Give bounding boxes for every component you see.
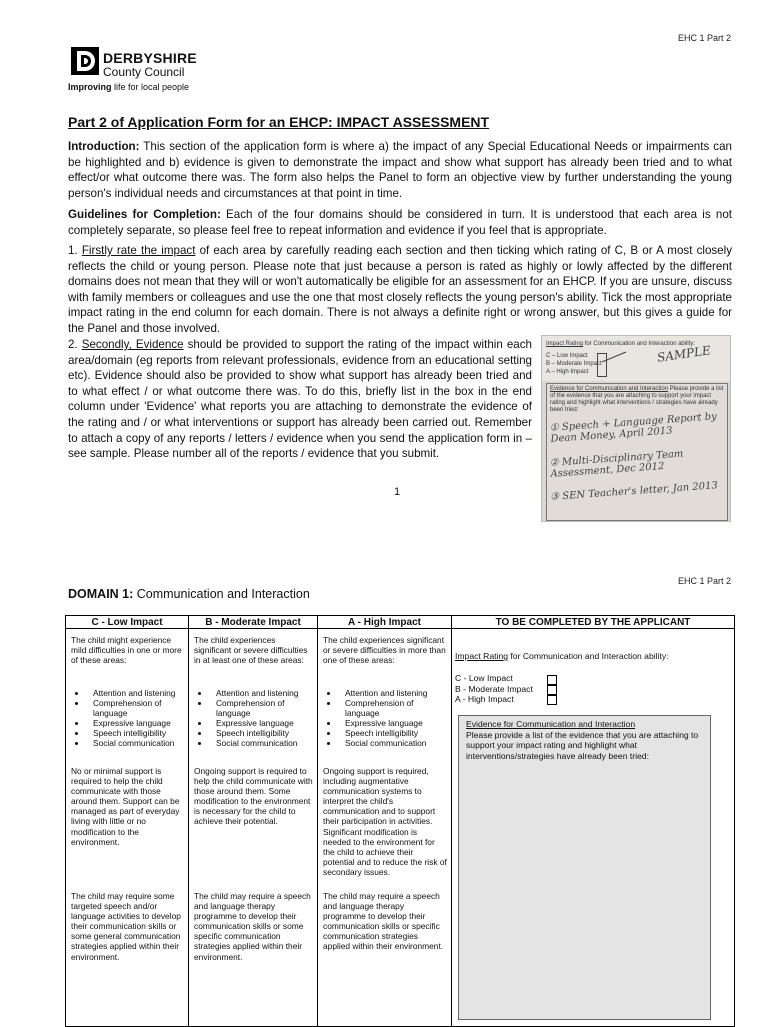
logo-subname: County Council <box>103 65 185 79</box>
list-item: • Comprehension of language <box>210 698 313 718</box>
page-title: Part 2 of Application Form for an EHCP: IMPACT ASSESSMENT <box>68 114 490 130</box>
introduction-paragraph: Introduction: This section of the application form is where a) the impact of any Special Educational Needs or impairments can be highlighted and b) evidence is given to demonstrate the impact and show what support has already been tried and to what effect/or what outcome there was. The form also helps the Panel to form an objective view by further understanding the young person's individual needs and circumstances at that point in time. <box>68 140 732 200</box>
sample-evidence-item-2: ② Multi-Disciplinary Team Assessment, Dec 2012 <box>549 448 684 480</box>
sample-opt-a: A – High Impact <box>546 369 589 375</box>
list-item: • Speech intelligibility <box>87 728 184 738</box>
sample-stamp: SAMPLE <box>656 343 712 365</box>
impact-rating-label: Impact Rating for Communication and Interaction ability: <box>455 651 669 661</box>
b-areas-list <box>194 688 313 749</box>
b-intro: The child experiences significant or severe difficulties in at least one of these areas: <box>194 635 308 666</box>
list-item: • Social communication <box>210 738 313 748</box>
option-b-label: B - Moderate Impact <box>455 683 533 694</box>
checkbox-c-low-impact[interactable] <box>547 675 557 685</box>
c-areas-list <box>71 688 184 749</box>
derbyshire-logo-icon <box>70 46 100 76</box>
checkbox-b-moderate-impact[interactable] <box>547 685 557 695</box>
document-reference-2: EHC 1 Part 2 <box>678 576 732 586</box>
list-item: • Social communication <box>339 738 447 748</box>
a-programme: The child may require a speech and language therapy programme to develop their communication skills or specific communication strategies applied within their environment. <box>323 891 444 952</box>
c-support: No or minimal support is required to help the child communicate with those around them. Support can be managed as part of everyday living with little or no modification to the environment. <box>71 766 180 847</box>
domain-table <box>65 615 735 1027</box>
column-a <box>318 629 452 1027</box>
list-item: • Speech intelligibility <box>210 728 313 738</box>
list-item: • Comprehension of language <box>339 698 447 718</box>
sample-evidence-item-3: ③ SEN Teacher's letter, Jan 2013 <box>549 480 719 503</box>
column-applicant <box>452 629 735 1027</box>
b-programme: The child may require a speech and language therapy programme to develop their communication skills or some specific communication strategies applied within their environment. <box>194 891 311 962</box>
list-item: • Social communication <box>87 738 184 748</box>
sample-impact-rating: Impact Rating for Communication and Interaction ability: <box>546 341 696 347</box>
evidence-instructions: Please provide a list of the evidence that you are attaching to support your impact rating and highlight what interventions/strategies have already been tried: <box>466 729 699 761</box>
guidelines-paragraph: Guidelines for Completion: Each of the four domains should be considered in turn. It is understood that each area is not completely separate, so please feel free to repeat information and evidence if you feel that is appropriate. <box>68 208 732 237</box>
header-applicant: TO BE COMPLETED BY THE APPLICANT <box>452 616 735 629</box>
list-item: • Attention and listening <box>87 688 184 698</box>
logo-tagline: Improving life for local people <box>68 82 190 92</box>
page-number: 1 <box>394 486 401 498</box>
c-programme: The child may require some targeted speech and/or language activities to develop their communication skills or some general communication strategies applied within their environment. <box>71 891 181 962</box>
column-b <box>189 629 318 1027</box>
sample-image <box>541 335 731 522</box>
column-c <box>66 629 189 1027</box>
header-b-moderate-impact: B - Moderate Impact <box>189 616 318 629</box>
list-item: • Speech intelligibility <box>339 728 447 738</box>
option-a-label: A - High Impact <box>455 694 514 704</box>
list-item: • Comprehension of language <box>87 698 184 718</box>
sample-evidence-instructions: Evidence for Communication and Interaction Please provide a list of the evidence that you are attaching to support your impact rating and highlight what interventions / strategies have already been tried: <box>550 386 724 413</box>
header-a-high-impact: A - High Impact <box>318 616 452 629</box>
sample-evidence-item-1: ① Speech + Language Report by Dean Money, April 2013 <box>549 411 718 445</box>
sample-tick-mark-icon <box>600 348 630 368</box>
list-item: • Expressive language <box>210 718 313 728</box>
document-reference: EHC 1 Part 2 <box>678 33 732 43</box>
a-support: Ongoing support is required, including augmentative communication systems to interpret the child's communication and to support their participation in activities. Significant modification is needed to the environment for the child to achieve their potential and to reduce the risk of secondary issues. <box>323 766 447 877</box>
evidence-input-box[interactable] <box>458 715 711 1020</box>
step-1-paragraph: 1. Firstly rate the impact of each area by carefully reading each section and then ticking which rating of C, B or A most closely reflects the child or young person. Please note that just because a person is rated as highly or lowly affected by the different domains does not mean that they will or won't automatically be eligible for an assessment for an EHCP. If you are unsure, discuss with family members or colleagues and use the one that most closely reflects the young person's ability. Tick the most appropriate impact rating in the end column for each domain. There is not always a definite right or wrong answer, but this gives a guide for the Panel and those involved. <box>68 244 733 335</box>
domain-title: DOMAIN 1: Communication and Interaction <box>68 587 310 601</box>
step-2-paragraph: 2. Secondly, Evidence should be provided to support the rating of the impact within each area/domain (eg reports from relevant professionals, evidence from an educational setting etc). Evidence should also be provided to show what support has already been tried and to what effect / or what outcome there was. To do this, briefly list in the box in the end column under 'Evidence' what reports you are attaching to demonstrate the evidence of the rating and / or what interventions or support has already been carried out. Remember to attach a copy of any reports / letters / evidence when you send the application form in – see sample. Please number all of the reports / evidence that you submit. <box>68 338 532 461</box>
impact-rating-options <box>455 673 533 705</box>
list-item: • Expressive language <box>339 718 447 728</box>
a-intro: The child experiences significant or severe difficulties in more than one of these areas: <box>323 635 446 666</box>
sample-opt-c: C – Low Impact <box>546 353 588 359</box>
evidence-title: Evidence for Communication and Interaction <box>466 719 636 729</box>
checkbox-a-high-impact[interactable] <box>547 695 557 705</box>
sample-opt-b: B – Moderate Impact <box>546 361 602 367</box>
list-item: • Attention and listening <box>210 688 313 698</box>
logo-name: DERBYSHIRE <box>103 50 197 66</box>
header-c-low-impact: C - Low Impact <box>66 616 189 629</box>
a-areas-list <box>323 688 447 749</box>
c-intro: The child might experience mild difficulties in one or more of these areas: <box>71 635 182 666</box>
option-c-label: C - Low Impact <box>455 673 513 683</box>
b-support: Ongoing support is required to help the child communicate with those around them. Some modification to the environment is necessary for the child to achieve their potential. <box>194 766 313 827</box>
sample-evidence-box <box>546 383 728 521</box>
list-item: • Expressive language <box>87 718 184 728</box>
list-item: • Attention and listening <box>339 688 447 698</box>
